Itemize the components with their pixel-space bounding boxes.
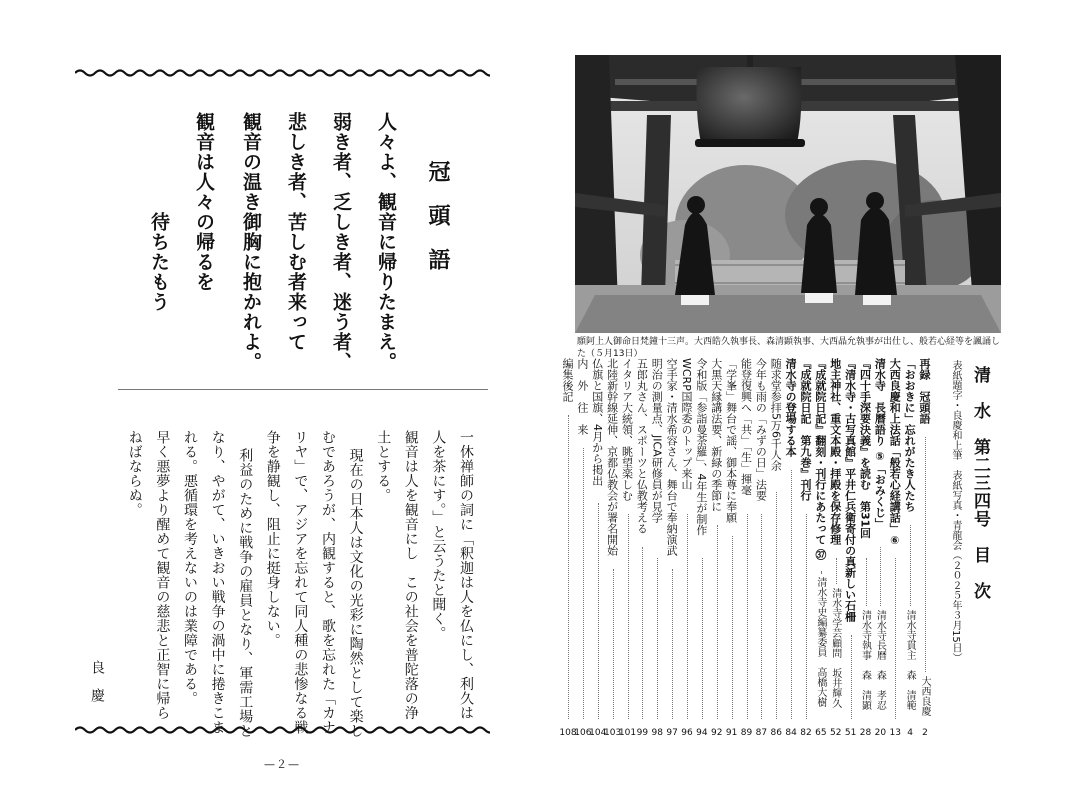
toc-entry-page: 82 xyxy=(800,728,812,738)
table-of-contents xyxy=(559,358,1004,738)
toc-entry-title: WCRP国際委のトップ来山 xyxy=(680,358,693,490)
toc-entry-title: 五郎丸さん、スポーツと仏教考える xyxy=(635,358,649,534)
toc-entry-page: 104 xyxy=(589,728,607,738)
page-number: —２— xyxy=(264,758,300,771)
toc-leader-dots xyxy=(717,525,718,719)
essay-line: 人を茶にす。」と云うたと聞く。 xyxy=(430,430,447,641)
toc-entry-title: 清水寺 長曆語り ⑤「おみくじ」 xyxy=(873,358,887,529)
toc-entry-page: 89 xyxy=(740,728,753,738)
toc-entry-title: 北陸新幹線延伸、京都仏教会が署名開始 xyxy=(605,358,619,556)
toc-entry-author: 清水寺貫主 森 清範 xyxy=(904,610,916,710)
toc-entry-page: 103 xyxy=(604,728,622,738)
essay-line: 利益のために戦争の雇員となり、軍需工場と xyxy=(237,448,254,738)
toc-leader-dots xyxy=(866,558,867,606)
toc-leader-dots xyxy=(732,536,733,719)
toc-entry-title: 「学峯」舞台で謡、御本尊に奉願 xyxy=(724,358,738,523)
toc-leader-dots xyxy=(821,571,822,573)
toc-entry[interactable] xyxy=(784,358,798,738)
poem-title: 冠 頭 語 xyxy=(425,160,451,270)
toc-entry-page: 108 xyxy=(559,728,577,738)
toc-entry-title: 随求堂参拝5万6千人余 xyxy=(769,358,783,471)
toc-entry[interactable] xyxy=(740,358,754,738)
toc-entry[interactable] xyxy=(769,358,783,738)
toc-entry-title: 令和版「参詣曼荼羅」、4年生が制作 xyxy=(694,358,708,536)
toc-entry-page: 86 xyxy=(770,728,782,738)
toc-entry-title: 地主神社、重文本殿・拝殿を保存修理 xyxy=(828,358,842,545)
toc-entry-page: 51 xyxy=(844,728,857,738)
toc-entry[interactable] xyxy=(903,358,917,738)
toc-entry-title: 『成就院日記』翻刻・刊行にあたって ㊲ xyxy=(813,358,827,560)
toc-leader-dots xyxy=(642,547,643,719)
toc-entry-title: 『成就院日記 第九巻』刊行 xyxy=(799,358,812,501)
toc-leader-dots xyxy=(583,448,584,719)
toc-entry-page: 87 xyxy=(755,728,768,738)
toc-entry[interactable] xyxy=(680,358,694,738)
toc-entry-author: 清水寺学芸顧問 坂井輝久 xyxy=(829,588,841,708)
toc-leader-dots xyxy=(910,525,911,606)
toc-leader-dots xyxy=(628,514,629,719)
essay-line: むであろうが、内観すると、歌を忘れた「カナ xyxy=(320,430,336,735)
toc-entry-title: 編集後記 xyxy=(561,358,574,402)
essay-line: 土とする。 xyxy=(375,430,392,503)
toc-leader-dots xyxy=(761,514,762,719)
essay-line: 現在の日本人は文化の光彩に陶然として楽し xyxy=(347,448,364,738)
toc-entry-page: 101 xyxy=(618,728,637,738)
toc-leader-dots xyxy=(836,558,837,584)
toc-entry-page: 65 xyxy=(815,728,827,738)
essay-line: 観音は人を観音にし この社会を普陀落の浄 xyxy=(402,430,419,720)
toc-entry-title: 明治の測量点、JICA研修員が見学 xyxy=(650,358,664,523)
toc-entry[interactable] xyxy=(561,358,575,738)
toc-entry-title: 能登復興へ「共」「生」揮毫 xyxy=(739,358,753,496)
toc-leader-dots xyxy=(568,415,569,719)
toc-entry-title: 『清水寺・古写真館』平井仁兵衛寄付の真新しい石柵 xyxy=(843,358,857,622)
essay-line: 一休禅師の詞に「釈迦は人を仏にし、利久は xyxy=(458,430,474,720)
essay-line: リヤ」で、アジアを忘れて同人種の悲惨なる戦 xyxy=(292,430,309,735)
toc-entry[interactable] xyxy=(635,358,649,738)
toc-title: 清 水 第二三四号 目 次 xyxy=(970,366,990,600)
toc-entry-page: 91 xyxy=(725,728,738,738)
toc-entry-page: 4 xyxy=(907,728,913,738)
toc-leader-dots xyxy=(672,569,673,719)
poem-line: 弱き者、乏しき者、迷う者、 xyxy=(330,112,352,372)
toc-leader-dots xyxy=(702,558,703,719)
toc-entry-title: 大黒天縁講法要、新緑の季節に xyxy=(709,358,723,512)
toc-leader-dots xyxy=(880,547,881,606)
toc-entry-author: 清水寺執事 森 清顕 xyxy=(859,610,871,710)
toc-entry[interactable] xyxy=(888,358,902,738)
toc-entry[interactable] xyxy=(710,358,724,738)
poem-line: 悲しき者、苦しむ者来って xyxy=(285,112,307,352)
toc-entry-page: 97 xyxy=(666,728,678,738)
toc-entry[interactable] xyxy=(606,358,620,738)
photo-caption: 願阿上人御命日梵鐘十三声。大西皓久執事長、森清顕執事、大西晶允執事が出仕し、般若心経等を諷誦した（５月13日） xyxy=(577,337,1001,359)
essay-line: れる。悪循環を考えないのは業障である。 xyxy=(182,430,198,706)
essay-author: 良 慶 xyxy=(89,660,105,702)
toc-leader-dots xyxy=(895,558,896,719)
toc-entry-page: 13 xyxy=(889,728,901,738)
toc-entry[interactable] xyxy=(618,358,637,738)
toc-leader-dots xyxy=(657,558,658,719)
toc-leader-dots xyxy=(791,470,792,719)
toc-leader-dots xyxy=(806,514,807,719)
toc-entry-page: 52 xyxy=(830,728,842,738)
essay-line: 争を静観し、阻止に挺身しない。 xyxy=(264,430,281,648)
toc-entry[interactable] xyxy=(725,358,739,738)
toc-entry-title: 清水寺の登場する本 xyxy=(784,358,798,457)
cover-note: 表紙題字・良慶和上筆 表紙写真・青龍会（２０２５年３月15日） xyxy=(950,360,961,663)
toc-entry-page: 28 xyxy=(859,728,872,738)
toc-entry-title: 『四十手深要決義』を読む 第31回 xyxy=(858,358,872,539)
temple-bell-photo xyxy=(575,55,1001,333)
toc-entry[interactable] xyxy=(873,358,887,738)
section-divider xyxy=(118,389,488,390)
toc-entry[interactable] xyxy=(799,358,813,738)
toc-entry-page: 96 xyxy=(681,728,693,738)
toc-entry-page: 2 xyxy=(922,728,928,738)
toc-entry-page: 20 xyxy=(874,728,887,738)
toc-leader-dots xyxy=(747,514,748,719)
essay-line: なり、やがて、いきおい戦争の渦中に捲きこま xyxy=(209,430,226,735)
toc-entry-page: 98 xyxy=(651,728,663,738)
top-wave-rule xyxy=(75,68,490,78)
essay-line: ねばならぬ。 xyxy=(126,430,143,517)
toc-entry-title: 大西良慶和上法話「般若心経講話」⑥ xyxy=(888,358,902,547)
bell-tower-image xyxy=(575,55,1001,333)
toc-leader-dots xyxy=(613,569,614,719)
toc-entry[interactable] xyxy=(814,358,828,738)
toc-entry-page: 106 xyxy=(574,728,592,738)
toc-entry-author: 清水寺長曆 森 孝忍 xyxy=(874,610,886,710)
toc-entry[interactable] xyxy=(829,358,843,738)
toc-entry-page: 94 xyxy=(696,728,708,738)
toc-entry-author: 清水寺史編纂委員 高橋大樹 xyxy=(814,577,826,707)
toc-entry-title: 再録 冠頭語 xyxy=(918,358,931,424)
toc-entry-page: 84 xyxy=(785,728,797,738)
toc-entry[interactable] xyxy=(665,358,679,738)
toc-entry[interactable] xyxy=(918,358,932,738)
toc-entry-title: 今年も雨の「みずの日」法要 xyxy=(754,358,768,501)
toc-entry[interactable] xyxy=(650,358,664,738)
toc-leader-dots xyxy=(687,514,688,719)
poem-line: 人々よ、観音に帰りたまえ。 xyxy=(375,112,397,372)
bottom-wave-rule xyxy=(75,725,490,735)
essay-line: 早く悪夢より醒めて観音の慈悲と正智に帰ら xyxy=(154,430,171,720)
poem-line: 観音の温き御胸に抱かれよ。 xyxy=(240,112,262,372)
toc-entry-title: イタリア大統領、眺望楽しむ xyxy=(620,358,634,501)
poem-line: 待ちたもう xyxy=(148,112,170,312)
toc-entry-page: 99 xyxy=(636,728,649,738)
toc-entry-title: 仏旗と国旗、4月から掲出 xyxy=(590,358,604,486)
toc-entry-author: 大西良慶 xyxy=(919,676,930,716)
toc-entry[interactable] xyxy=(754,358,768,738)
toc-leader-dots xyxy=(598,503,599,719)
toc-entry[interactable] xyxy=(591,358,605,738)
toc-entry-title: 「おおきに」忘れがたき人たち xyxy=(903,358,917,512)
toc-entry[interactable] xyxy=(859,358,873,738)
toc-entry-page: 92 xyxy=(711,728,723,738)
toc-leader-dots xyxy=(776,492,777,719)
toc-leader-dots xyxy=(925,437,926,672)
toc-entry-title: 空手家・清水希容さん、舞台で奉納演武 xyxy=(665,358,679,556)
poem-line: 観音は人々の帰るを xyxy=(193,112,215,292)
toc-entry[interactable] xyxy=(576,358,590,738)
toc-entry-title: 内 外 往 来 xyxy=(575,358,589,435)
toc-leader-dots xyxy=(851,635,852,719)
toc-entry[interactable] xyxy=(695,358,709,738)
toc-entry[interactable] xyxy=(844,358,858,738)
